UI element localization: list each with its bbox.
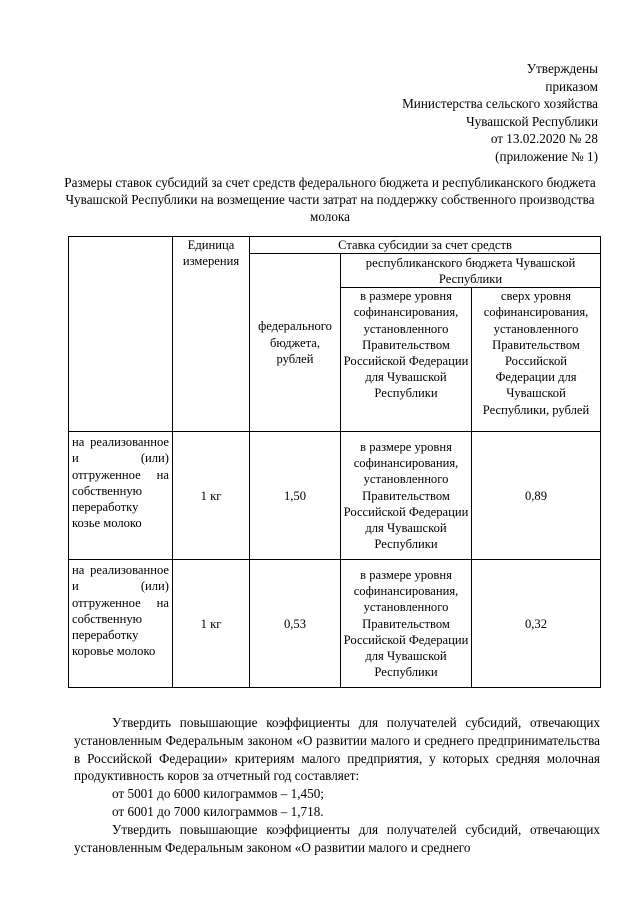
row-unit: 1 кг [173, 560, 250, 688]
paragraph-item: от 5001 до 6000 килограммов – 1,450; [112, 786, 324, 802]
paragraph: Утвердить повышающие коэффициенты для получателей субсидий, отвечающих установленным Федеральным законом «О развитии малого и среднего предпринимательства в Российской Федерации» критериям малого предприятия, у которых средняя молочная продуктивность коров за отчетный год составляет: [74, 715, 600, 784]
header-unit: Единица измерения [173, 237, 250, 432]
row-federal: 1,50 [250, 432, 341, 560]
approval-line: от 13.02.2020 № 28 [490, 131, 598, 147]
paragraph: Утвердить повышающие коэффициенты для получателей субсидий, отвечающих установленным Федеральным законом «О развитии малого и среднего [74, 821, 600, 855]
row-federal: 0,53 [250, 560, 341, 688]
approval-line: Утверждены [526, 61, 598, 76]
header-above-cofinancing: сверх уровня софинансирования, установленного Правительством Российской Федерации для Чувашской Республики, рублей [472, 288, 601, 432]
table-row [69, 432, 601, 560]
paragraph-item: от 6001 до 7000 килограммов – 1,718. [112, 803, 324, 819]
header-republic: республиканского бюджета Чувашской Республики [341, 254, 601, 288]
row-above: 0,32 [472, 560, 601, 688]
document-title: Размеры ставок субсидий за счет средств федерального бюджета и республиканского бюджета Чувашской Республики на возмещение части затрат на поддержку собственного производства молока [64, 175, 596, 224]
approval-block [402, 60, 598, 166]
row-above: 0,89 [472, 432, 601, 560]
row-label: на реализованное и (или) отгруженное на собственную переработку коровье молоко [69, 560, 173, 688]
header-rate: Ставка субсидии за счет средств [250, 237, 601, 254]
approval-line: приказом [545, 78, 598, 94]
row-label: на реализованное и (или) отгруженное на собственную переработку козье молоко [69, 432, 173, 560]
header-cofinancing: в размере уровня софинансирования, установленного Правительством Российской Федерации для Чувашской Республики [341, 288, 472, 432]
subsidy-rates-table [68, 236, 601, 688]
approval-line: Чувашской Республики [466, 113, 598, 129]
approval-line: (приложение № 1) [495, 148, 598, 164]
approval-line: Министерства сельского хозяйства [402, 96, 598, 112]
row-unit: 1 кг [173, 432, 250, 560]
body-text [74, 714, 600, 856]
header-empty-cell [69, 237, 173, 432]
header-federal: федерального бюджета, рублей [250, 254, 341, 432]
row-cofinancing: в размере уровня софинансирования, установленного Правительством Российской Федерации для Чувашской Республики [341, 432, 472, 560]
row-cofinancing: в размере уровня софинансирования, установленного Правительством Российской Федерации для Чувашской Республики [341, 560, 472, 688]
table-row [69, 560, 601, 688]
